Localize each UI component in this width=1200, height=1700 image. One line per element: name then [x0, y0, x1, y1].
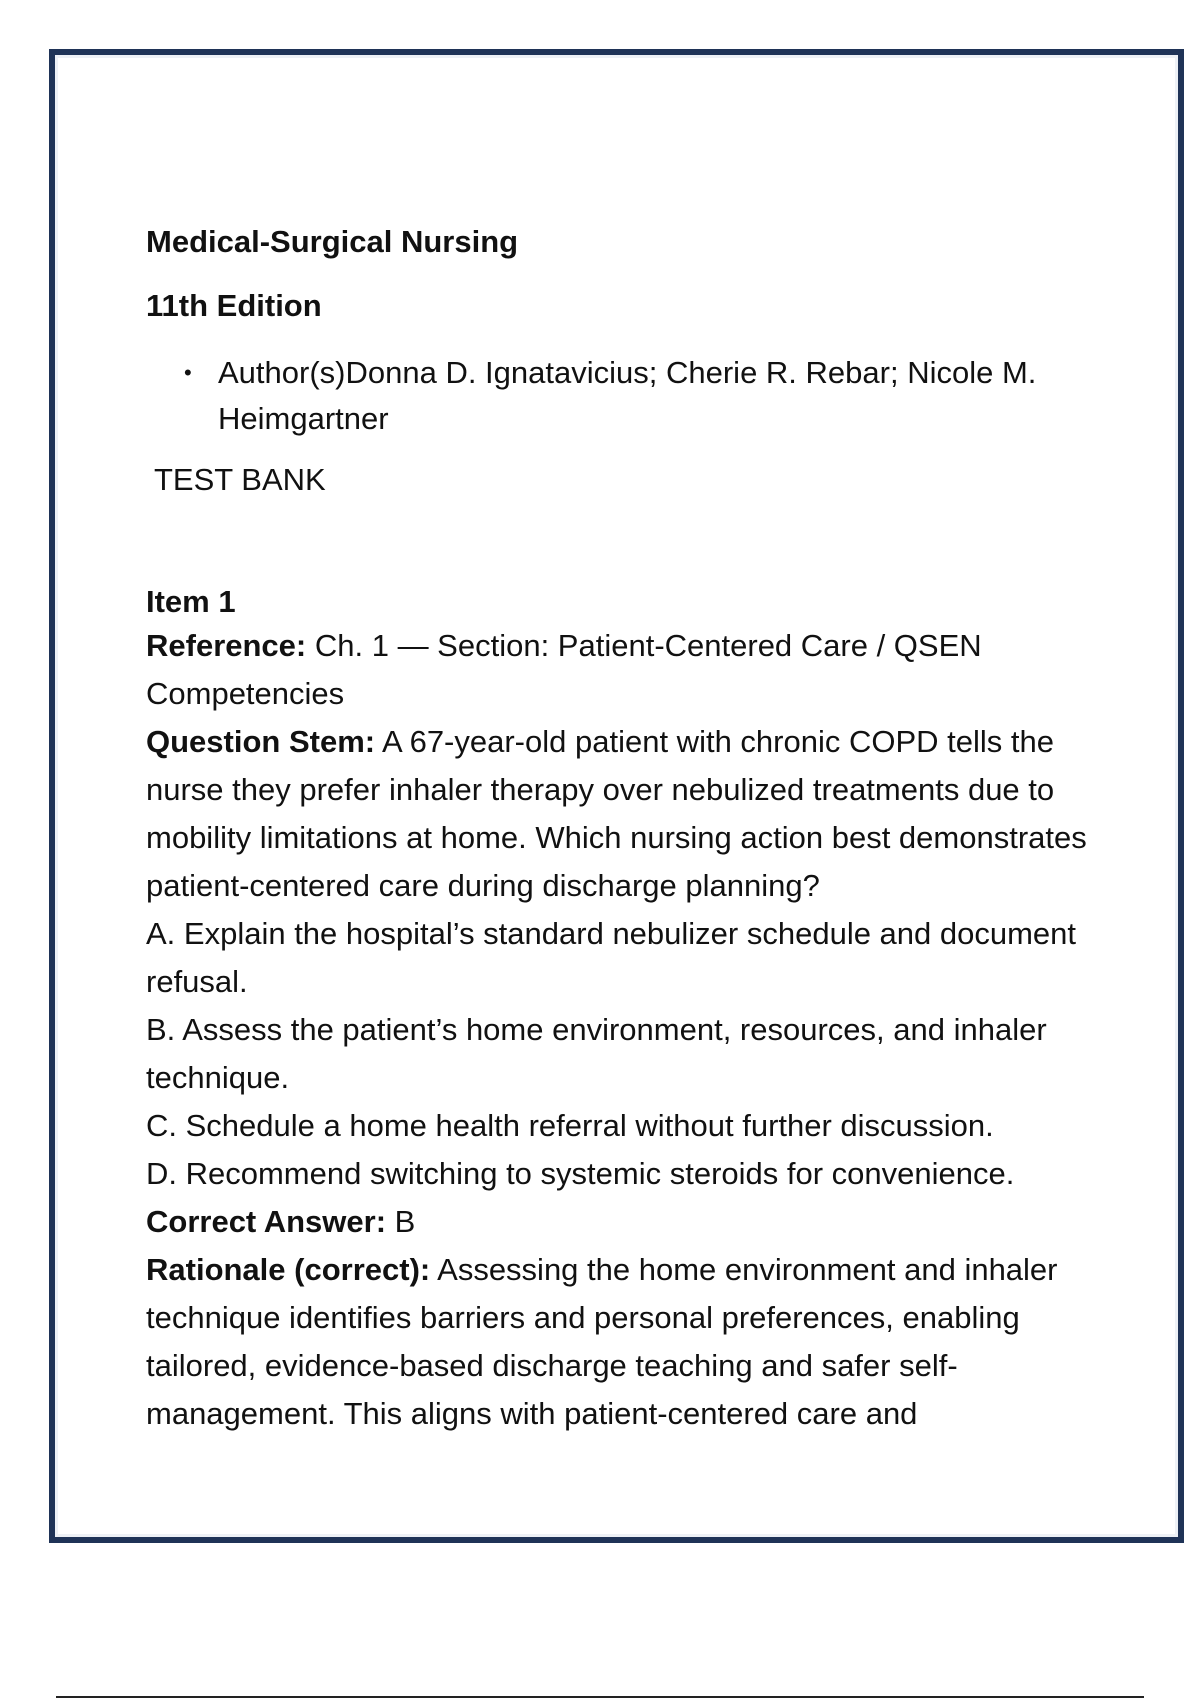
author-list — [146, 350, 1096, 442]
book-edition: 11th Edition — [146, 288, 322, 323]
document-content — [146, 222, 1096, 1438]
book-title: Medical-Surgical Nursing — [146, 224, 519, 259]
footer-divider — [56, 1696, 1144, 1698]
author-list-item — [146, 350, 1096, 442]
rationale-label: Rationale (correct): — [146, 1252, 431, 1287]
rationale-line — [146, 1246, 1096, 1438]
rationale-text: Assessing the home environment and inhaler technique identifies barriers and personal preferences, enabling tailored, evidence-based discharge teaching and safer self-management. This aligns with patient-centered care and — [146, 1252, 1058, 1431]
reference-text: Ch. 1 — Section: Patient-Centered Care / QSEN Competencies — [146, 628, 982, 711]
correct-answer-label: Correct Answer: — [146, 1204, 387, 1239]
option-b: B. Assess the patient’s home environment, resources, and inhaler technique. — [146, 1012, 1047, 1095]
option-a: A. Explain the hospital’s standard nebulizer schedule and document refusal. — [146, 916, 1077, 999]
item-heading: Item 1 — [146, 584, 236, 619]
reference-label: Reference: — [146, 628, 307, 663]
authors-text: Author(s)Donna D. Ignatavicius; Cherie R. Rebar; Nicole M. Heimgartner — [218, 355, 1037, 436]
correct-answer-line — [146, 1198, 1096, 1246]
bullet-icon: • — [184, 360, 192, 385]
question-stem-text: A 67-year-old patient with chronic COPD tells the nurse they prefer inhaler therapy over nebulized treatments due to mobility limitations at home. Which nursing action best demonstrates patient-centered care during discharge planning? — [146, 724, 1087, 903]
test-bank-label: TEST BANK — [154, 462, 326, 497]
question-stem-label: Question Stem: — [146, 724, 376, 759]
option-c: C. Schedule a home health referral without further discussion. — [146, 1108, 994, 1143]
option-d: D. Recommend switching to systemic steroids for convenience. — [146, 1156, 1015, 1191]
question-stem — [146, 718, 1096, 910]
correct-answer-value: B — [386, 1204, 416, 1239]
reference-line — [146, 622, 1096, 718]
